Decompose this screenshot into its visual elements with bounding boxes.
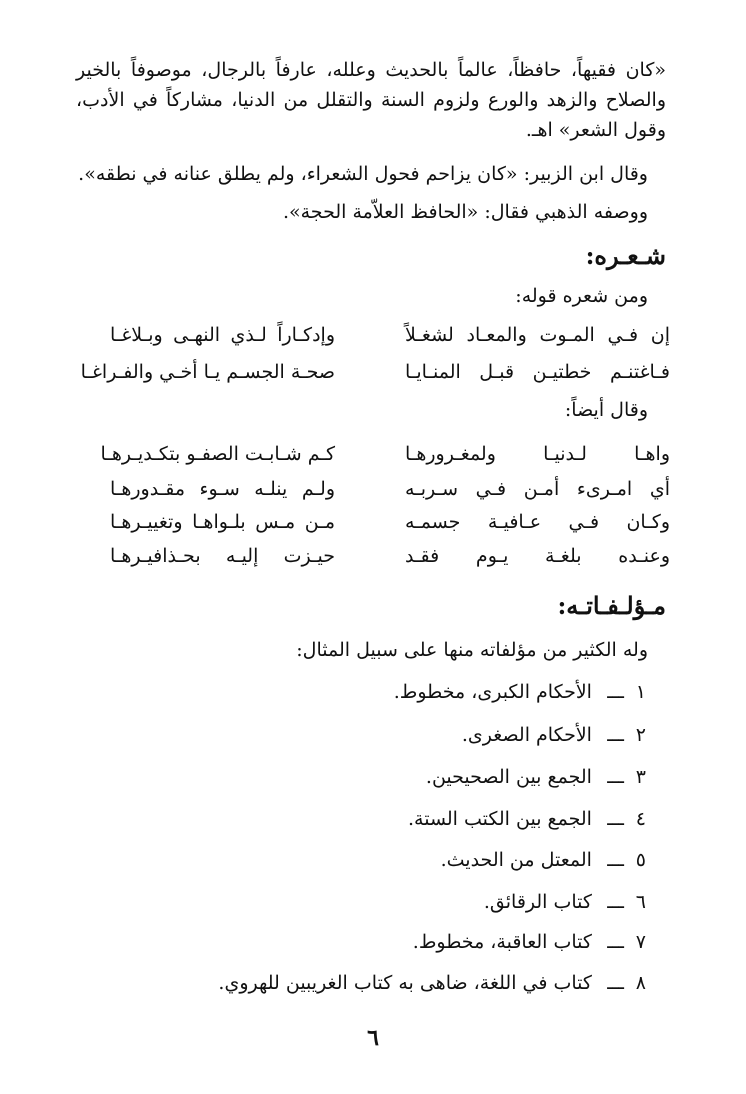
verse-first-hemistich: إن فـي المـوت والمعـاد لشغـلاً (405, 324, 670, 346)
quote-ibn-zubayr: وقال ابن الزبير: «كان يزاحم فحول الشعراء، ولم يطلق عنانه في نطقه». (78, 163, 648, 185)
item-text: الأحكام الصغرى. (461, 724, 592, 746)
item-dash: ـــ (607, 931, 624, 953)
intro-paragraph: «كان فقيهاً، حافظاً، عالماً بالحديث وعلله، عارفاً بالرجال، موصوفاً بالخير والصلاح والزهد والورع ولزوم السنة والتقلل من الدنيا، مشاركاً في الأدب، وقول الشعر» اهـ. (76, 59, 666, 141)
poem2-intro: وقال أيضاً: (564, 399, 648, 421)
quote-dhahabi: ووصفه الذهبي فقال: «الحافظ العلاّمة الحجة». (282, 201, 648, 223)
item-number: ٧ (635, 931, 646, 953)
item-dash: ـــ (607, 849, 624, 871)
poem1-verse (80, 357, 670, 387)
item-text: الجمع بين الكتب الستة. (407, 808, 592, 830)
poem1-verse (110, 320, 670, 350)
item-dash: ـــ (607, 972, 624, 994)
item-text: الجمع بين الصحيحين. (425, 766, 592, 788)
poem2-verse (100, 439, 670, 469)
work-list-item (86, 678, 646, 706)
item-number: ٦ (635, 891, 646, 913)
work-list-item (86, 928, 646, 956)
item-text: كتاب العاقبة، مخطوط. (412, 931, 592, 953)
work-list-item (86, 763, 646, 791)
work-list-item (86, 721, 646, 749)
verse-second-hemistich: صحـة الجسـم يـا أخـي والفـراغـا (80, 361, 335, 383)
item-number: ٣ (635, 766, 646, 788)
item-text: كتاب الرقائق. (483, 891, 592, 913)
poetry-intro: ومن شعره قوله: (515, 285, 648, 307)
verse-first-hemistich: فـاغتنـم خطتيـن قبـل المنـايـا (405, 361, 670, 383)
verse-second-hemistich: مـن مـس بلـواهـا وتغييـرهـا (110, 511, 335, 533)
verse-second-hemistich: كـم شـابـت الصفـو بتكـديـرهـا (100, 443, 335, 465)
poetry-heading: شـعـره: (585, 241, 666, 270)
item-dash: ـــ (607, 724, 624, 746)
item-number: ٢ (635, 724, 646, 746)
work-list-item (86, 846, 646, 874)
verse-second-hemistich: ولـم ينلـه سـوء مقـدورهـا (110, 478, 335, 500)
item-text: المعتل من الحديث. (440, 849, 592, 871)
item-number: ٨ (635, 972, 646, 994)
verse-second-hemistich: وإدكـاراً لـذي النهـى وبـلاغـا (110, 324, 335, 346)
item-dash: ـــ (607, 891, 624, 913)
verse-first-hemistich: وكـان فـي عـافيـة جسمـه (405, 511, 670, 533)
work-list-item (86, 888, 646, 916)
work-list-item (86, 969, 646, 997)
item-number: ٥ (635, 849, 646, 871)
item-dash: ـــ (607, 681, 624, 703)
work-list-item (86, 805, 646, 833)
item-text: كتاب في اللغة، ضاهى به كتاب الغريبين للهروي. (218, 972, 592, 994)
item-dash: ـــ (607, 766, 624, 788)
poem2-verse (110, 541, 670, 571)
verse-first-hemistich: وعنـده بلغـة يـوم فقـد (405, 545, 670, 567)
item-dash: ـــ (607, 808, 624, 830)
item-number: ١ (635, 681, 646, 703)
item-number: ٤ (635, 808, 646, 830)
poem2-verse (110, 507, 670, 537)
page-number: ٦ (367, 1025, 379, 1051)
item-text: الأحكام الكبرى، مخطوط. (393, 681, 592, 703)
verse-first-hemistich: واهـا لـدنيـا ولمغـرورهـا (405, 443, 670, 465)
verse-second-hemistich: حيـزت إليـه بحـذافيـرهـا (110, 545, 335, 567)
verse-first-hemistich: أي امـرىء أمـن فـي سـربـه (405, 478, 670, 500)
works-intro: وله الكثير من مؤلفاته منها على سبيل المثال: (296, 639, 648, 661)
works-heading: مـؤلـفـاتـه: (557, 591, 666, 620)
poem2-verse (110, 474, 670, 504)
